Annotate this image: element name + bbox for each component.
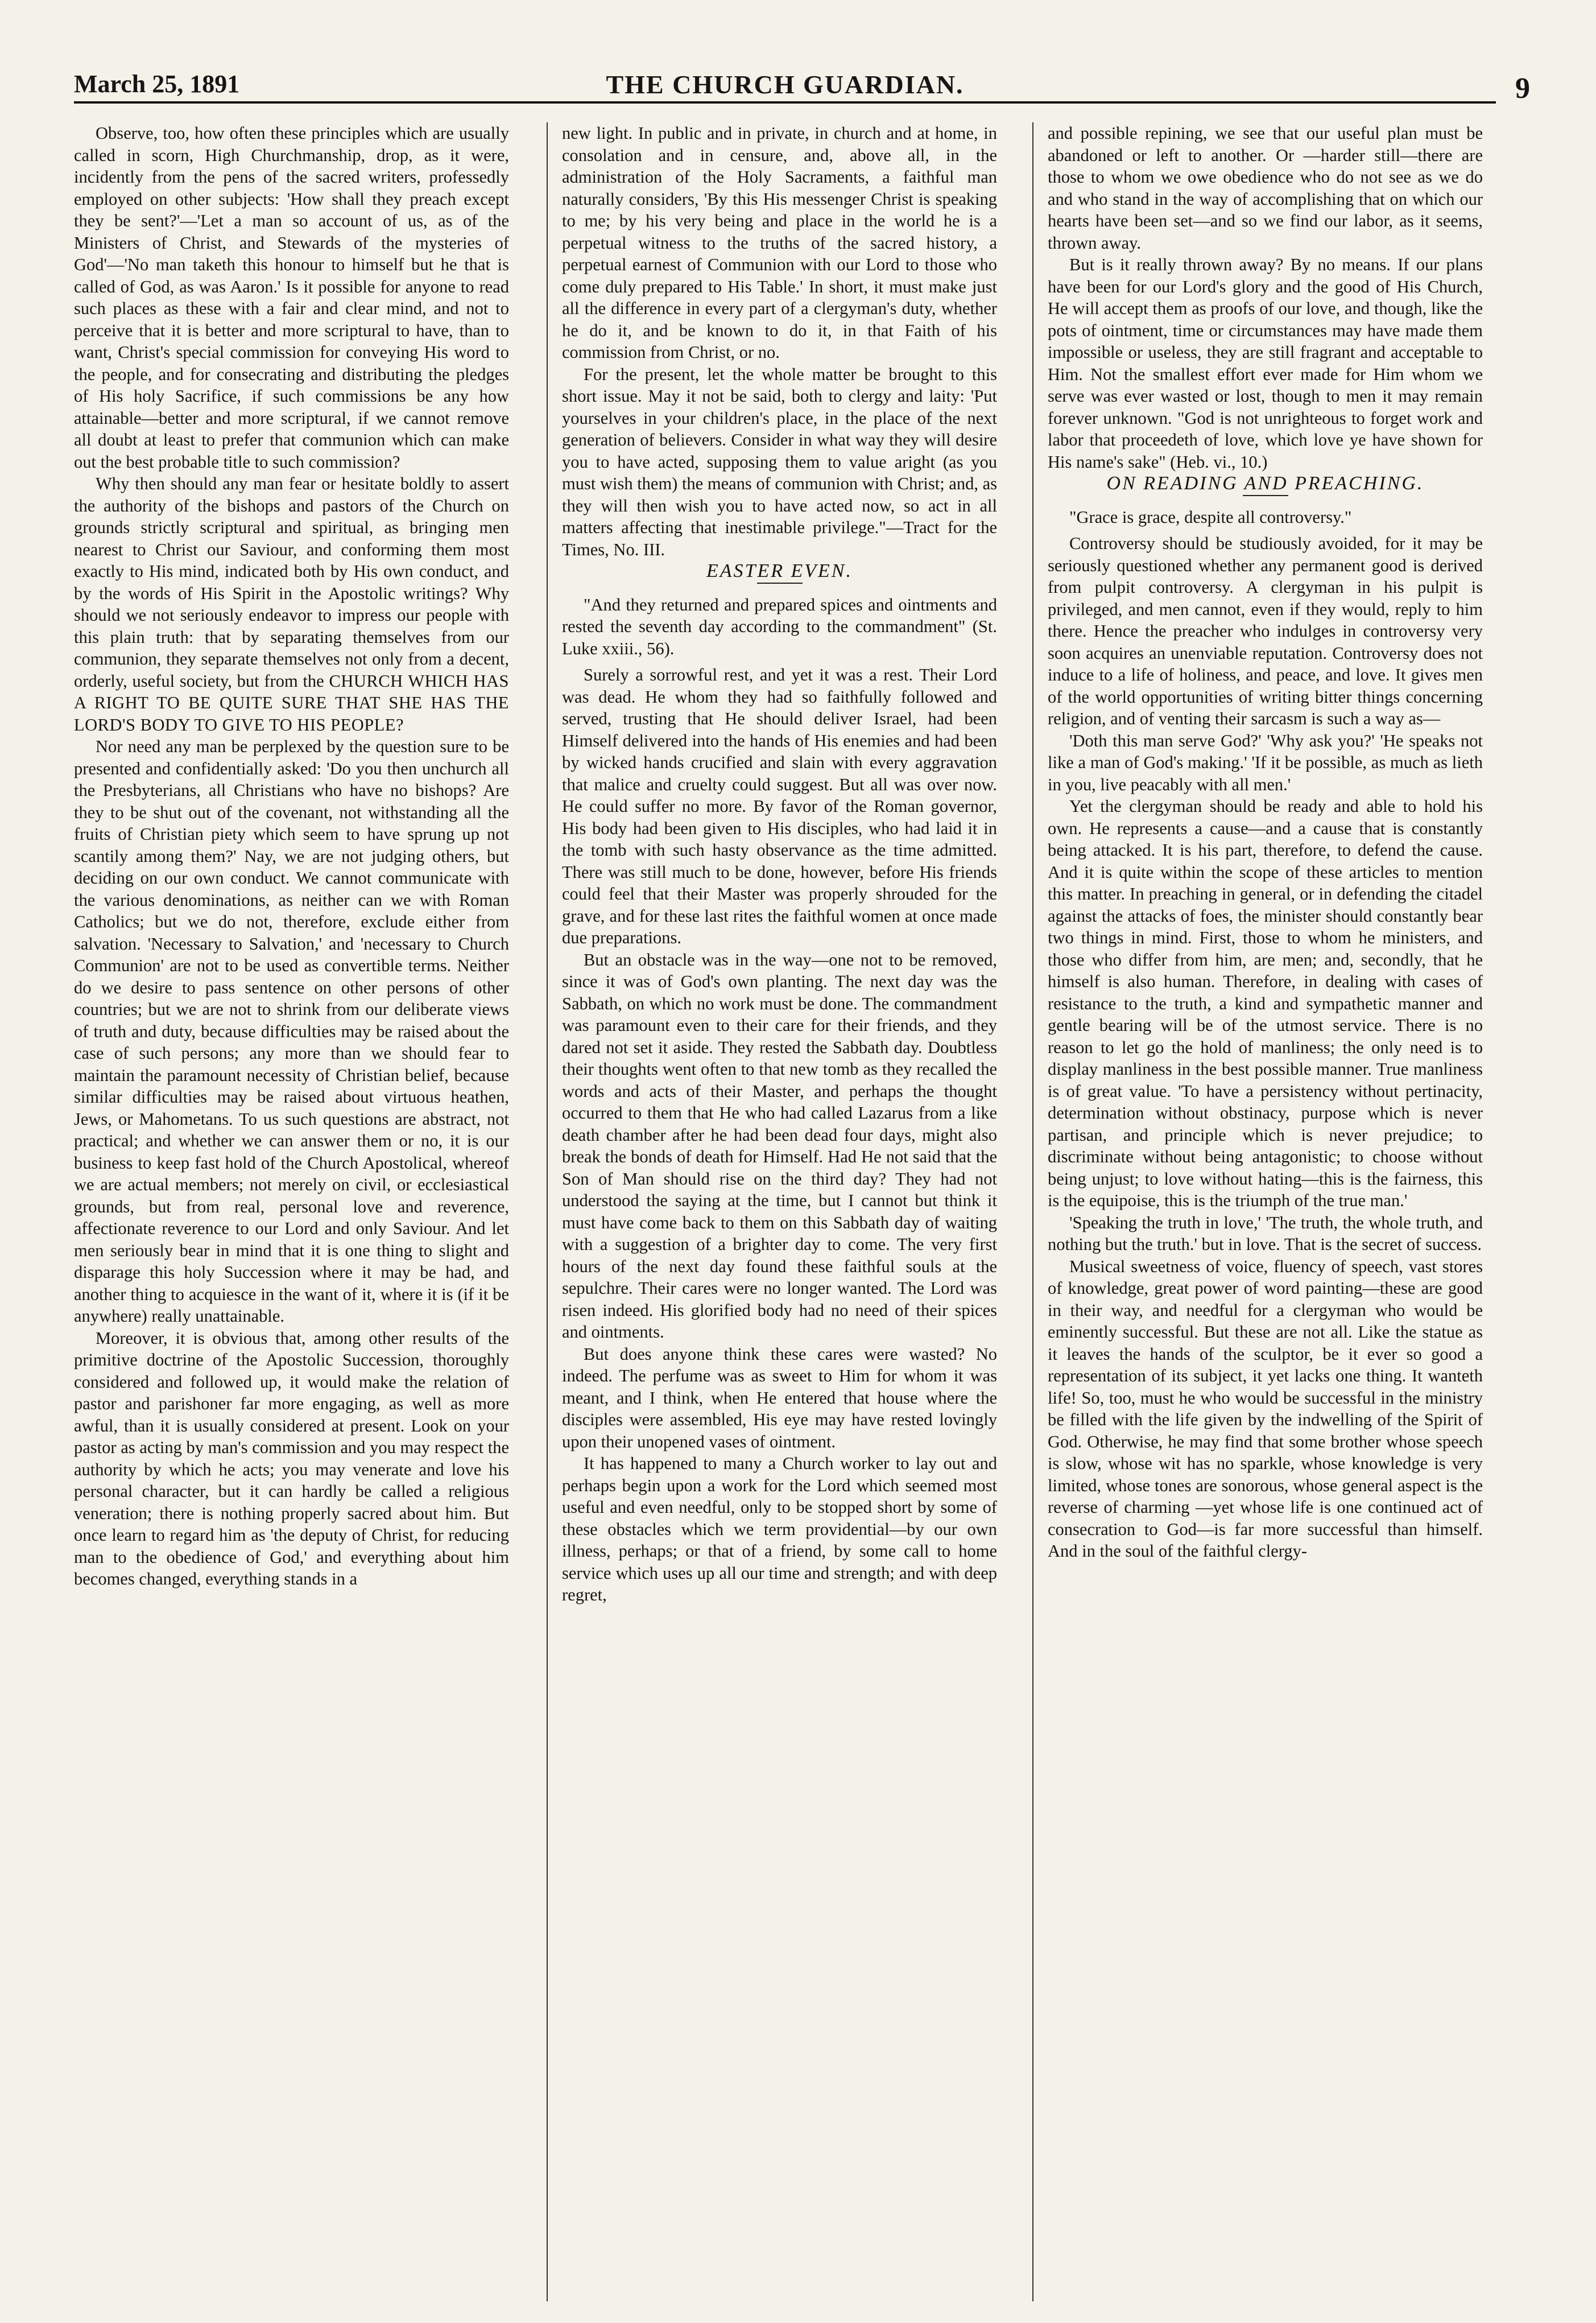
article-heading-easter-even: EASTER EVEN. — [706, 560, 853, 581]
paragraph: Controversy should be studiously avoided, for it may be seriously questioned whether any permanent good is derived from pulpit controversy. A clergyman in his pulpit is privileged, and men cannot, even if they would, reply to him there. Hence the preacher who indulges in controversy very soon acquires an unenviable reputation. Controversy does not induce to a life of holiness, and peace, and love. It gives men of the world opportunities of writing bitter things concerning religion, and of venting their sarcasm is such a way as— — [1048, 534, 1483, 728]
paragraph: 'Doth this man serve God?' 'Why ask you?' 'He speaks not like a man of God's making.' 'If it be possible, as much as lieth in you, live peacably with all men.' — [1048, 731, 1483, 794]
paragraph — [74, 473, 509, 736]
heading-rule — [1243, 495, 1288, 496]
epigraph: "And they returned and prepared spices and ointments and rested the seventh day according to the commandment" (St. Luke xxiii., 56). — [562, 595, 997, 658]
paragraph: But is it really thrown away? By no means. If our plans have been for our Lord's glory and the good of His Church, He will accept them as proofs of our love, and though, like the pots of ointment, time or circumstances may have made them impossible or useless, they are still fragrant and acceptable to Him. Not the smallest effort ever made for Him whom we serve was ever wasted or lost, though to men it may remain forever unknown. "God is not unrighteous to forget work and labor that proceedeth of love, which love ye have shown for His name's sake" (Heb. vi., 10.) — [1048, 255, 1483, 472]
publication-title: THE CHURCH GUARDIAN. — [606, 70, 964, 99]
paragraph: Nor need any man be perplexed by the question sure to be presented and confidentially asked: 'Do you then unchurch all the Presbyterians, all Christians who have no bishops? Are they to be shut out of the covenant, not withstanding all the fruits of Christian piety which seem to have sprung up not scantily among them?' Nay, we are not judging others, but deciding on our own conduct. We cannot communicate with the various denominations, as neither can we with Roman Catholics; but we do not, therefore, exclude either from salvation. 'Necessary to Salvation,' and 'necessary to Church Communion' are not to be used as convertible terms. Neither do we desire to pass sentence on other persons of other countries; but we are not to shrink from our deliberate views of truth and duty, because difficulties may be raised about the case of such persons; any more than we should fear to maintain the paramount necessity of Christian belief, because similar difficulties may be raised about virtuous heathen, Jews, or Mahometans. To us such questions are abstract, not practical; and whether we can answer them or no, it is our business to keep fast hold of the Church Apostolical, whereof we are actual members; not merely on civil, or ecclesiastical grounds, but from real, personal love and reverence, affectionate reverence to our Lord and only Saviour. And let men seriously bear in mind that it is one thing to slight and disparage this holy Succession where it may be had, and another thing to acquiesce in the want of it, where it is (if it be anywhere) really unattainable. — [74, 737, 509, 1326]
paragraph: For the present, let the whole matter be brought to this short issue. May it not be said, both to clergy and laity: 'Put yourselves in your children's place, in the place of the next generation of believers. Consider in what way they will desire you to have acted, supposing them to value aright (as you must wish them) the means of communion with Christ; and, as they will then wish you to have acted now, so act in all matters affecting that inestimable privilege."—Tract for the Times, No. III. — [562, 364, 997, 559]
paragraph: Surely a sorrowful rest, and yet it was a rest. Their Lord was dead. He whom they had so faithfully followed and served, trusting that He should deliver Israel, had been Himself delivered into the hands of His enemies and had been by wicked hands crucified and slain with every aggravation that malice and cruelty could suggest. But all was over now. He could suffer no more. By favor of the Roman governor, His body had been given to His disciples, who had laid it in the tomb with such hasty observance as the time admitted. There was still much to be done, however, before His friends could feel that their Master was properly shrouded for the grave, and for these last rites the faithful women at once made due preparations. — [562, 665, 997, 947]
article-heading-reading-preaching: ON READING AND PREACHING. — [1106, 473, 1424, 494]
paragraph: But does anyone think these cares were wasted? No indeed. The perfume was as sweet to Him for whom it was meant, and I think, when He entered that house where the disciples were assembled, His eye may have rested lovingly upon their unopened vases of ointment. — [562, 1344, 997, 1451]
issue-date: March 25, 1891 — [74, 70, 240, 98]
paragraph: and possible repining, we see that our useful plan must be abandoned or left to another. Or —harder still—there are those to whom we owe obedience who do not see as we do and who stand in the way of accomplishing that on which our hearts have been set—and so we find our labor, as it seems, thrown away. — [1048, 123, 1483, 253]
epigraph: "Grace is grace, despite all controversy." — [1069, 507, 1352, 527]
heading-rule — [757, 583, 803, 584]
column-1 — [74, 122, 509, 2301]
column-3 — [1048, 122, 1483, 2301]
paragraph: 'Speaking the truth in love,' 'The truth, the whole truth, and nothing but the truth.' but in love. That is the secret of success. — [1048, 1212, 1483, 1254]
paragraph: Moreover, it is obvious that, among other results of the primitive doctrine of the Apostolic Succession, thoroughly considered and followed up, it would make the relation of pastor and parishoner far more engaging, as well as more awful, than it is usually considered at present. Look on your pastor as acting by man's commission and you may respect the authority by which he acts; you may venerate and love his personal character, but it can hardly be called a religious veneration; there is nothing properly sacred about him. But once learn to regard him as 'the deputy of Christ, for reducing man to the obedience of God,' and everything about him becomes changed, everything stands in a — [74, 1328, 509, 1588]
column-2 — [562, 122, 997, 2301]
column-divider — [1032, 122, 1033, 2301]
paragraph: Musical sweetness of voice, fluency of speech, vast stores of knowledge, great power of word painting—these are good in their way, and needful for a clergyman who would be eminently successful. But these are not all. Like the statue as it leaves the hands of the sculptor, be it ever so good a representation of its subject, it yet lacks one thing. It wanteth life! So, too, must he who would be successful in the ministry be filled with the life given by the indwelling of the Spirit of God. Otherwise, he may find that some brother whose speech is slow, whose wit has no sparkle, whose knowledge is very limited, whose tones are sonorous, whose general aspect is the reverse of charming —yet whose life is one continued act of consecration to God—is far more successful than himself. And in the soul of the faithful clergy- — [1048, 1256, 1483, 1561]
capitals-passage: CHURCH WHICH HAS A RIGHT TO BE QUITE SURE THAT SHE HAS THE LORD'S BODY TO GIVE TO HIS PEOPLE? — [74, 671, 509, 735]
page-number: 9 — [1515, 72, 1530, 105]
paragraph-text: Why then should any man fear or hesitate boldly to assert the authority of the bishops and pastors of the Church on grounds strictly scriptural and spiritual, as bringing men nearest to Christ our Saviour, and conforming them most exactly to His mind, indicated both by His own conduct, and by the words of His Spirit in the Apostolic writings? Why should we not seriously endeavor to impress our people with this plain truth: that by separating themselves from our communion, they separate themselves not only from a decent, orderly, useful society, but from the — [74, 474, 509, 691]
paragraph: Observe, too, how often these principles which are usually called in scorn, High Churchmanship, drop, as it were, incidently from the pens of the sacred writers, professedly employed on other subjects: 'How shall they preach except they be sent?'—'Let a man so account of us, as of the Ministers of Christ, and Stewards of the mysteries of God'—'No man taketh this honour to himself but he that is called of God, as was Aaron.' Is it possible for anyone to read such places as these with a fair and clear mind, and not to perceive that it is better and more scriptural to have, than to want, Christ's special commission for conveying His word to the people, and for consecrating and distributing the pledges of His holy Sacrifice, if such commissions be any how attainable—better and more scriptural, if we cannot remove all doubt at least to prefer that communion which can make out the best probable title to such commission? — [74, 123, 509, 472]
paragraph: But an obstacle was in the way—one not to be removed, since it was of God's own planting. The next day was the Sabbath, on which no work must be done. The commandment was paramount even to their care for their friends, and they dared not set it aside. They rested the Sabbath day. Doubtless their thoughts went often to that new tomb as they recalled the words and acts of their Master, and perhaps the thought occurred to them that He who had called Lazarus from a like death chamber after he had been dead four days, might also break the bonds of death for Himself. Had He not said that the Son of Man should rise on the third day? They had not understood the saying at the time, but I cannot but think it must have come back to them on this Sabbath day of waiting with a suggestion of a brighter day to come. The very first hours of the next day found these faithful souls at the sepulchre. Their cares were no longer wanted. The Lord was risen indeed. His glorified body had no need of their spices and ointments. — [562, 950, 997, 1342]
paragraph: Yet the clergyman should be ready and able to hold his own. He represents a cause—and a cause that is constantly being attacked. It is his part, therefore, to defend the cause. And it is quite within the scope of these articles to mention this matter. In preaching in general, or in defending the citadel against the attacks of foes, the minister should constantly bear two things in mind. First, those to whom he ministers, and those who differ from him, are men; and, secondly, that he himself is also human. Therefore, in dealing with cases of resistance to the truth, a kind and sympathetic manner and gentle bearing will be of the utmost service. There is no reason to let go the hold of manliness; the only need is to display manliness in the best possible manner. True manliness is of great value. 'To have a persistency without pertinacity, determination without obstinacy, purpose which is never partisan, and principle which is never prejudice; to discriminate without being antagonistic; to choose without being unjust; to love without hating—this is the fairness, this is the equipoise, this is the triumph of the true man.' — [1048, 797, 1483, 1210]
paragraph: It has happened to many a Church worker to lay out and perhaps begin upon a work for the Lord which seemed most useful and even needful, only to be stopped short by some of these obstacles which we term providential—by our own illness, perhaps; or that of a friend, by some call to home service which uses up all our time and strength; and with deep regret, — [562, 1454, 997, 1604]
paragraph: new light. In public and in private, in church and at home, in consolation and in censure, and, above all, in the administration of the Holy Sacraments, a faithful man naturally considers, 'By this His messenger Christ is speaking to me; by his very being and place in the world he is a perpetual witness to the truths of the sacred history, a perpetual earnest of Communion with our Lord to those who come duly prepared to His Table.' In short, it must make just all the difference in every part of a clergyman's duty, whether he do it, and be known to do it, in that Faith of his commission from Christ, or no. — [562, 123, 997, 362]
masthead — [74, 67, 1530, 105]
column-divider — [547, 122, 548, 2301]
